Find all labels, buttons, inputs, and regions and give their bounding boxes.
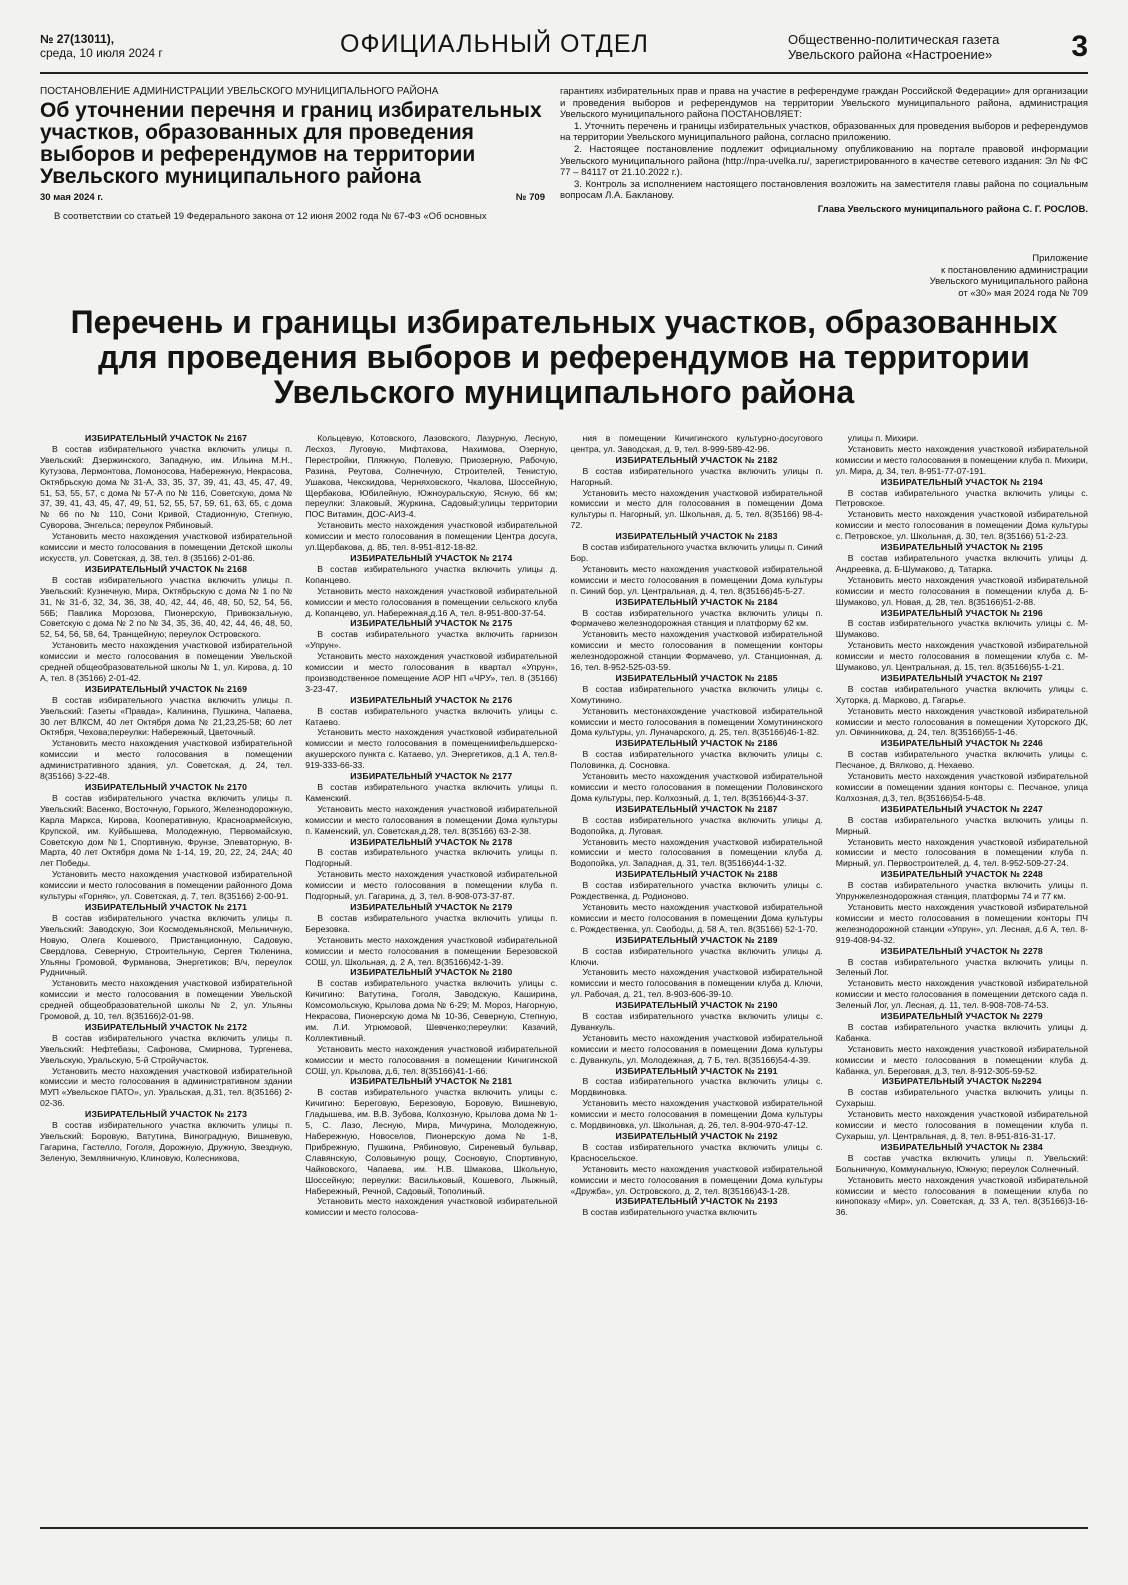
precinct-paragraph: В состав избирательного участка включить улицы с. Кичигино: Береговую, Березовую, Боровую, Вишневую, Гладышева, им. В.В. Зубова, Колхозную, Крылова дома № 1-5, С. Лазо, Лесную, Мира, Мичурина, Молодежную, Набережную, Новоселов, Пионерскую дома № 1-8, Прибрежную, Пушкина, Рябиновую, Сиреневый бульвар, Славянскую, Соловьиную рощу, Сосновую, Спортивную, Чайковского, Чапаева, им. Н.В. Шмакова, Школьную, Шоссейную; переулки: Васильковый, Кошевого, Лыжный, Набережный, Речной, Садовый, Тополиный. bbox=[305, 1087, 558, 1196]
precinct-paragraph: Установить место нахождения участковой избирательной комиссии и место голосования в помещении Детской школы искусств, ул. Советская, д. 38, тел. 8 (35166) 2-01-86. bbox=[40, 531, 293, 563]
precinct-paragraph: В состав избирательного участка включить улицы п. Увельский: Заводскую, Зои Космодемьянской, Мельничную, Новую, Олега Кошевого, Пристанционную, Садовую, Свердлова, Северную, Строительную, Сергея Тюленина, Ульяны Громовой, Фурманова, Энергетиков; В/ч, переулок Рудничный. bbox=[40, 912, 293, 978]
decree-number: № 709 bbox=[515, 192, 545, 203]
precinct-heading: ИЗБИРАТЕЛЬНЫЙ УЧАСТОК № 2176 bbox=[350, 694, 513, 705]
precinct-paragraph: Установить место нахождения участковой избирательной комиссии и место голосования в помещении конторы ПЧ железнодорожной станции «Упрун», ул. Лесная, д.6 А, тел. 8-919-408-94-32. bbox=[835, 901, 1088, 945]
precinct-heading: ИЗБИРАТЕЛЬНЫЙ УЧАСТОК № 2192 bbox=[615, 1131, 778, 1141]
decree-cont: гарантиях избирательных прав и права на участие в референдуме граждан Российской Федерации» для организации и проведения выборов и референдумов на территории Увельского муниципального района, администрация Увельского муниципального района ПОСТАНОВЛЯЕТ: bbox=[560, 86, 1088, 121]
precinct-heading: ИЗБИРАТЕЛЬНЫЙ УЧАСТОК № 2384 bbox=[880, 1141, 1043, 1152]
precinct-heading: ИЗБИРАТЕЛЬНЫЙ УЧАСТОК № 2168 bbox=[85, 563, 248, 574]
precinct-paragraph: Установить место нахождения участковой избирательной комиссии и место голосования в помещении Дома культуры п. Синий бор, ул. Центральная, д. 4, тел. 8(35166)45-5-27. bbox=[570, 563, 823, 596]
precinct-paragraph: Установить место нахождения участковой избирательной комиссии и место голосования в помещении Дома культуры с. Петровское, ул. Школьная, д. 30, тел. 8(35166) 51-2-23. bbox=[835, 509, 1088, 542]
precinct-heading: ИЗБИРАТЕЛЬНЫЙ УЧАСТОК № 2184 bbox=[615, 596, 778, 607]
precinct-paragraph: Установить место нахождения участковой избирательной комиссии и место голосования в помещении клуба д. Б-Шумаково, ул. Новая, д. 28, тел. 8(35166)51-2-88. bbox=[835, 574, 1088, 607]
precinct-paragraph: Установить место нахождения участковой избирательной комиссии и место голосования в помещении районного Дома культуры «Горняк», ул. Советская, д. 7, тел. 8(35166) 2-00-91. bbox=[40, 869, 293, 902]
precinct-paragraph: Кольцевую, Котовского, Лазовского, Лазурную, Лесную, Лесхоз, Луговую, Мифтахова, Нахимова, Озерную, Перестройки, Пляжную, Полевую, Приозерную, Рабочую, Разина, Реутова, Солнечную, Строителей, Тенистую, Ушакова, Чекскидова, Черняховского, Чкалова, Шоссейную, Щербакова, Юбилейную, Южноуральскую, Ясную, 66 км; переулки: Злаковый, Журкина, Садовый;улицы территории ПОС Витамин, ДОС-АИЗ-4. bbox=[305, 433, 558, 520]
precinct-paragraph: Установить место нахождения участковой избирательной комиссии и место голосования в помещении административного здания, ул. Советская, д. 24, тел. 8(35166) 3-22-48. bbox=[40, 738, 293, 782]
precinct-heading: ИЗБИРАТЕЛЬНЫЙ УЧАСТОК № 2179 bbox=[350, 901, 513, 912]
precinct-heading: ИЗБИРАТЕЛЬНЫЙ УЧАСТОК № 2195 bbox=[880, 542, 1043, 553]
decree-date-row bbox=[40, 192, 545, 203]
annex-note bbox=[828, 253, 1088, 299]
precinct-paragraph: В состав избирательного участка включить bbox=[582, 1207, 758, 1218]
precinct-paragraph: В состав избирательного участка включить улицы с. Катаево. bbox=[305, 705, 558, 727]
page-number: 3 bbox=[1071, 30, 1088, 63]
precinct-heading: ИЗБИРАТЕЛЬНЫЙ УЧАСТОК № 2169 bbox=[85, 683, 248, 694]
precinct-paragraph: В состав избирательного участка включить улицы д. Копанцево. bbox=[305, 563, 558, 585]
precinct-heading: ИЗБИРАТЕЛЬНЫЙ УЧАСТОК № 2247 bbox=[880, 803, 1043, 814]
precinct-heading: ИЗБИРАТЕЛЬНЫЙ УЧАСТОК № 2246 bbox=[880, 738, 1043, 749]
page-header bbox=[40, 30, 1088, 74]
precinct-heading: ИЗБИРАТЕЛЬНЫЙ УЧАСТОК № 2174 bbox=[350, 552, 513, 563]
precinct-heading: ИЗБИРАТЕЛЬНЫЙ УЧАСТОК № 2170 bbox=[85, 782, 248, 792]
issue-date: среда, 10 июля 2024 г bbox=[40, 46, 163, 60]
text-column bbox=[40, 433, 292, 1513]
precinct-heading: ИЗБИРАТЕЛЬНЫЙ УЧАСТОК № 2197 bbox=[880, 672, 1043, 683]
precinct-heading: ИЗБИРАТЕЛЬНЫЙ УЧАСТОК № 2173 bbox=[85, 1109, 248, 1120]
paper-line-1: Общественно-политическая газета bbox=[788, 32, 1000, 47]
section-title: ОФИЦИАЛЬНЫЙ ОТДЕЛ bbox=[340, 30, 649, 58]
precinct-paragraph: В состав избирательного участка включить улицы д. Ключи. bbox=[570, 945, 823, 967]
precinct-heading: ИЗБИРАТЕЛЬНЫЙ УЧАСТОК № 2190 bbox=[615, 1000, 778, 1011]
precinct-paragraph: Установить место нахождения участковой избирательной комиссии и место голосования в помещении Увельской средней общеобразовательной школы № 1, ул. Кирова, д. 10 А, тел. 8 (35166) 2-01-42. bbox=[40, 640, 293, 683]
precinct-paragraph: Установить место нахождения участковой избирательной комиссии и место голосования в помещении Половинского Дома культуры, пер. Колхозный, д. 1, тел. 8(35166)44-3-37. bbox=[570, 771, 823, 803]
precinct-paragraph: В состав избирательного участка включить улицы с. Песчаное, д. Вялково, д. Нехаево. bbox=[835, 749, 1088, 771]
paper-name bbox=[788, 32, 999, 62]
footer-rule bbox=[40, 1527, 1088, 1529]
decree-point-2: 2. Настоящее постановление подлежит официальному опубликованию на портале правовой информации Увельского муниципального района (http://npa-uvelka.ru/, зарегистрированного в качестве сетевого издания: Эл № ФС 77 – 84117 от 21.10.2022 г.). bbox=[560, 143, 1088, 179]
precinct-paragraph: Установить место нахождения участковой избирательной комиссии и место голосования в помещении Дома культуры п. Каменский, ул. Советская,д.28, тел. 8(35166) 63-2-38. bbox=[305, 803, 558, 836]
precinct-paragraph: В состав избирательного участка включить гарнизон «Упрун». bbox=[305, 629, 558, 651]
precinct-paragraph: В состав избирательного участка включить улицы с. М-Шумаково. bbox=[835, 618, 1088, 640]
precinct-paragraph: Установить место нахождения участковой избирательной комиссии и место голосования в квартал «Упрун», производственное помещение АОР НП «ЧРУ», тел. 8 (35166) 3-23-47. bbox=[305, 651, 558, 694]
precinct-paragraph: В состав избирательного участка включить улицы д. Водопойка, д. Луговая. bbox=[570, 814, 823, 836]
decree-kicker: ПОСТАНОВЛЕНИЕ АДМИНИСТРАЦИИ УВЕЛЬСКОГО МУНИЦИПАЛЬНОГО РАЙОНА bbox=[40, 86, 439, 97]
precinct-paragraph: Установить место нахождения участковой избирательной комиссии и место голосования в помещении клуба п. Михири, ул. Мира, д. 34, тел. 8-951-77-07-191. bbox=[835, 443, 1088, 476]
decree-heading bbox=[40, 86, 545, 222]
precinct-paragraph: Установить место нахождения участковой избирательной комиссии и место голосования в помещении клуба п. Мирный, ул. Первостроителей, д. 4, тел. 8-952-509-27-24. bbox=[835, 836, 1088, 869]
precinct-heading: ИЗБИРАТЕЛЬНЫЙ УЧАСТОК № 2175 bbox=[350, 618, 513, 629]
precinct-heading: ИЗБИРАТЕЛЬНЫЙ УЧАСТОК № 2172 bbox=[85, 1021, 248, 1032]
precinct-paragraph: Установить место нахождения участковой избирательной комиссии и место голосования в помещении Дома культуры с. Мордвиновка, ул. Школьная, д. 26, тел. 8-904-970-47-12. bbox=[570, 1098, 823, 1131]
precinct-paragraph: Установить место нахождения участковой избирательной комиссии и место голосования в помещении детского сада п. Зеленый Лог, ул. Лесная, д. 11, тел. 8-908-708-74-53. bbox=[835, 978, 1088, 1011]
precinct-paragraph: В состав избирательного участка включить улицы п. Каменский. bbox=[305, 782, 558, 803]
decree-point-1: 1. Уточнить перечень и границы избирательных участков, образованных для проведения выборов и референдумов на территории Увельского муниципального района, согласно приложению. bbox=[560, 120, 1088, 144]
decree-signature: Глава Увельского муниципального района С. Г. РОСЛОВ. bbox=[817, 203, 1088, 215]
text-column bbox=[836, 433, 1088, 1513]
decree-date: 30 мая 2024 г. bbox=[40, 192, 103, 203]
precinct-columns bbox=[40, 433, 1088, 1513]
precinct-heading: ИЗБИРАТЕЛЬНЫЙ УЧАСТОК № 2183 bbox=[615, 531, 778, 542]
precinct-heading: ИЗБИРАТЕЛЬНЫЙ УЧАСТОК № 2248 bbox=[880, 869, 1043, 880]
precinct-paragraph: В состав участка включить улицы п. Увельский: Больничную, Коммунальную, Южную; переулок Солнечный. bbox=[835, 1152, 1088, 1174]
precinct-paragraph: Установить место нахождения участковой избирательной комиссии и место голосования в помещении Кичигинской СОШ, ул. Крылова, д.6, тел. 8(35166)41-1-66. bbox=[305, 1043, 558, 1076]
precinct-paragraph: В состав избирательного участка включить улицы п. Формачево железнодорожная станция и платформу 62 км. bbox=[570, 607, 823, 629]
precinct-paragraph: Установить место нахождения участковой избирательной комиссии и место голосования в помещении сельского клуба д. Копанцево, ул. Набережная,д.16 А, тел. 8-951-800-37-54. bbox=[305, 585, 558, 618]
precinct-paragraph: Установить местонахождение участковой избирательной комиссии и место голосования в помещении Хомутининского Дома культуры, ул. Луначарского, д. 25, тел. 8(35166)46-1-82. bbox=[570, 705, 823, 738]
precinct-heading: ИЗБИРАТЕЛЬНЫЙ УЧАСТОК № 2193 bbox=[615, 1196, 778, 1207]
precinct-paragraph: Установить место нахождения участковой избирательной комиссии и место голосования в помещении Дома культуры «Дружба», ул. Островского, д. 2, тел. 8(35166)43-1-28. bbox=[570, 1163, 823, 1196]
precinct-paragraph: В состав избирательного участка включить улицы п. Мирный. bbox=[835, 814, 1088, 836]
precinct-paragraph: В состав избирательного участка включить улицы п. Увельский: Васенко, Восточную, Горького, Железнодорожную, Карла Маркса, Кирова, Кооперативную, Красноармейскую, Крупской, им. Куйбышева, Молодежную, Первомайскую, Советскую дом №1, Спортивную, Фрунзе, Элеваторную, 8-Марта, 40 лет Октября дома № 1-14, 19, 20, 22, 24, 24А; 40 лет Победы. bbox=[40, 792, 293, 869]
precinct-heading: ИЗБИРАТЕЛЬНЫЙ УЧАСТОК № 2185 bbox=[615, 672, 778, 683]
precinct-heading: ИЗБИРАТЕЛЬНЫЙ УЧАСТОК № 2194 bbox=[880, 476, 1043, 487]
precinct-heading: ИЗБИРАТЕЛЬНЫЙ УЧАСТОК №2294 bbox=[882, 1076, 1042, 1087]
precinct-paragraph: В состав избирательного участка включить улицы с. Петровское. bbox=[835, 487, 1088, 509]
precinct-heading: ИЗБИРАТЕЛЬНЫЙ УЧАСТОК № 2178 bbox=[350, 836, 513, 847]
precinct-heading: ИЗБИРАТЕЛЬНЫЙ УЧАСТОК № 2181 bbox=[350, 1076, 513, 1087]
annex-line-2: к постановлению администрации bbox=[941, 264, 1088, 276]
precinct-paragraph: В состав избирательного участка включить улицы п. Увельский: Газеты «Правда», Калинина, Пушкина, Чапаева, 30 лет ВЛКСМ, 40 лет Октября дома № 21,23,25-58; 60 лет Октября, Чехова;переулки: Набережный, Цветочный. bbox=[40, 694, 293, 738]
precinct-paragraph: В состав избирательного участка включить улицы с. Хуторка, д. Марково, д. Гагарье. bbox=[835, 683, 1088, 705]
precinct-paragraph: В состав избирательного участка включить улицы п. Березовка. bbox=[305, 912, 558, 934]
precinct-paragraph: В состав избирательного участка включить улицы д. Кабанка. bbox=[835, 1021, 1088, 1043]
annex-line-1: Приложение bbox=[1032, 253, 1088, 264]
annex-line-4: от «30» мая 2024 года № 709 bbox=[958, 287, 1088, 299]
precinct-paragraph: Установить место нахождения участковой избирательной комиссии и место голосования в помещении клуба п. Подгорный, ул. Гагарина, д. 3, тел. 8-908-073-37-87. bbox=[305, 869, 558, 902]
precinct-paragraph: В состав избирательного участка включить улицы п. Увельский: Нефтебазы, Сафонова, Смирнова, Тургенева, Увельскую, Уральскую, 5-й Стройучасток. bbox=[40, 1032, 293, 1065]
precinct-paragraph: Установить место нахождения участковой избирательной комиссии и место голосования в административном здании МУП «Увельское ПАТО», ул. Уральская, д.31, тел. 8(35166) 2-02-36. bbox=[40, 1065, 293, 1109]
precinct-paragraph: Установить место нахождения участковой избирательной комиссии и место голосования в помещении клуба д. Кабанка, ул. Береговая, д.3, тел. 8-912-305-59-52. bbox=[835, 1043, 1088, 1076]
precinct-paragraph: В состав избирательного участка включить улицы с. Кичигино: Ватутина, Гоголя, Заводскую, Каширина, Комсомольскую, Крылова дома № 6-29; М. Мороз, Нагорную, Некрасова, Пионерскую дома № 10-36, Северную, Степную, им. Л.И. Угрюмовой, Шевченко;переулки: Казачий, Коллективный. bbox=[305, 978, 558, 1043]
precinct-paragraph: Установить место нахождения участковой избирательной комиссии и место голосования в помещении клуба д. Ключи, ул. Рабочая, д. 21, тел. 8-903-606-39-10. bbox=[570, 967, 823, 1000]
precinct-paragraph: Установить место нахождения участковой избирательной комиссии и место для голосования в помещении Дома культуры п. Нагорный, ул. Школьная, д. 5, тел. 8(35166) 98-4-72. bbox=[570, 487, 823, 531]
precinct-paragraph: В состав избирательного участка включить улицы с. Мордвиновка. bbox=[570, 1076, 823, 1098]
decree-point-3: 3. Контроль за исполнением настоящего постановления возложить на заместителя главы района по социальным вопросам Л.А. Бакланову. bbox=[560, 178, 1088, 202]
precinct-paragraph: Установить место нахождения участковой избирательной комиссии и место голосования в помещении клуба п. Сухарыш, ул. Центральная, д. 8, тел. 8-951-816-31-17. bbox=[835, 1109, 1088, 1141]
precinct-heading: ИЗБИРАТЕЛЬНЫЙ УЧАСТОК № 2167 bbox=[85, 433, 248, 443]
precinct-paragraph: В состав избирательного участка включить улицы п. Зеленый Лог. bbox=[835, 956, 1088, 978]
precinct-paragraph: Установить место нахождения участковой избирательной комиссии и место голосования в помещении Увельской средней общеобразовательной школы № 2, ул. Ульяны Громовой, д. 10, тел. 8(35166)2-01-98. bbox=[40, 978, 293, 1022]
precinct-heading: ИЗБИРАТЕЛЬНЫЙ УЧАСТОК № 2177 bbox=[350, 771, 513, 782]
paper-line-2: Увельского района «Настроение» bbox=[788, 47, 993, 62]
precinct-paragraph: Установить место нахождения участковой избирательной комиссии и место голосования в помещении конторы железнодорожной станции Формачево, ул. Станционная, д. 16, тел. 8-952-525-03-59. bbox=[570, 629, 823, 673]
precinct-paragraph: Установить место нахождения участковой избирательной комиссии и место голосования в помещении Хуторского ДК, ул. Овчинникова, д. 24, тел. 8(35166)55-1-46. bbox=[835, 705, 1088, 738]
precinct-paragraph: В состав избирательного участка включить улицы с. Половинка, д. Сосновка. bbox=[570, 749, 823, 771]
precinct-paragraph: В состав избирательного участка включить улицы п. Увельский: Кузнечную, Мира, Октябрьскую с дома № 1 по № 31, № 31-б, 32, 34, 36, 38, 40, 42, 44, 46, 48, 50, 52, 54, 56, 56Б; Павлика Морозова, Пионерскую, Привокзальную, Советскую с дома № 2 по № 34, 35, 36, 40, 42, 44, 46, 48, 50, 52, 54, 56, 58, 64, Транщейную; переулок Островского. bbox=[40, 574, 293, 640]
precinct-paragraph: В состав избирательного участка включить улицы п. Увельский: Дзержинского, Западную, им. Ильина М.Н., Кутузова, Лермонтова, Ломоносова, Набережную, Некрасова, Октябрьскую дома № 31-А, 33, 35, 37, 39, 41, 43, 45, 47, 49, 51, 53, 55, 57, с дома № 57-А по № 116, Советскую, дома № 37, 39, 41, 43, 45, 47, 49, 51, 52, 55, 57, 59, 61, 63, 65, с дома № 66 по № 110, Сони Кривой, Стадионную, Степную, Суворова, Энгельса; переулок Рябиновый. bbox=[40, 443, 293, 531]
decree-intro: В соответствии со статьей 19 Федерального закона от 12 июня 2002 года № 67-ФЗ «Об основных bbox=[54, 211, 487, 222]
precinct-heading: ИЗБИРАТЕЛЬНЫЙ УЧАСТОК № 2186 bbox=[615, 738, 778, 749]
precinct-paragraph: В состав избирательного участка включить улицы с. Красносельское. bbox=[570, 1141, 823, 1163]
precinct-paragraph: В состав избирательного участка включить улицы п. Увельский: Боровую, Ватутина, Виноградную, Вишневую, Гагарина, Гастелло, Гоголя, Дорожную, Дружную, Звездную, Зеленую, Земляничную, Клиновую, Колесникова, bbox=[40, 1120, 293, 1163]
text-column bbox=[571, 433, 823, 1513]
precinct-paragraph: Установить место нахождения участковой избирательной комиссии и место голосования в помещении клуба с. М-Шумаково, ул. Центральная, д. 15, тел. 8(35166)55-1-21. bbox=[835, 640, 1088, 673]
precinct-paragraph: В состав избирательного участка включить улицы п. Сухарыш. bbox=[835, 1087, 1088, 1109]
precinct-heading: ИЗБИРАТЕЛЬНЫЙ УЧАСТОК № 2279 bbox=[880, 1011, 1043, 1022]
precinct-heading: ИЗБИРАТЕЛЬНЫЙ УЧАСТОК № 2187 bbox=[615, 803, 778, 814]
precinct-paragraph: Установить место нахождения участковой избирательной комиссии и место голосования в помещении клуба д. Водопойка, ул. Западная, д. 31, тел. 8(35166)44-1-32. bbox=[570, 836, 823, 869]
precinct-heading: ИЗБИРАТЕЛЬНЫЙ УЧАСТОК № 2171 bbox=[85, 901, 248, 912]
precinct-paragraph: Установить место нахождения участковой избирательной комиссии и место голосования в помещении Дома культуры с. Рождественка, ул. Свободы, д. 58 А, тел. 8(35166) 52-1-70. bbox=[570, 901, 823, 934]
precinct-paragraph: улицы п. Михири. bbox=[847, 433, 919, 443]
issue-info bbox=[40, 32, 163, 60]
precinct-heading: ИЗБИРАТЕЛЬНЫЙ УЧАСТОК № 2189 bbox=[615, 934, 778, 945]
precinct-paragraph: Установить место нахождения участковой избирательной комиссии и место голосова- bbox=[305, 1196, 558, 1218]
precinct-paragraph: Установить место нахождения участковой избирательной комиссии и место голосования в помещении Березовской СОШ, ул. Школьная, д. 2 А, тел. 8(35166)42-1-39. bbox=[305, 934, 558, 967]
precinct-paragraph: В состав избирательного участка включить улицы п. Нагорный. bbox=[570, 465, 823, 487]
decree-body bbox=[560, 86, 1088, 216]
precinct-paragraph: Установить место нахождения участковой избирательной комиссии в помещении здания конторы с. Песчаное, улица Колхозная, д.3, тел. 8(35166)54-5-48. bbox=[835, 771, 1088, 803]
precinct-paragraph: В состав избирательного участка включить улицы п. Подгорный. bbox=[305, 847, 558, 869]
annex-line-3: Увельского муниципального района bbox=[929, 276, 1088, 287]
precinct-paragraph: В состав избирательного участка включить улицы с. Хомутинино. bbox=[570, 683, 823, 705]
precinct-paragraph: В состав избирательного участка включить улицы п. Синий Бор. bbox=[570, 542, 823, 563]
precinct-paragraph: В состав избирательного участка включить улицы с. Дуванкуль. bbox=[570, 1011, 823, 1032]
decree-title: Об уточнении перечня и границ избирательных участков, образованных для проведения выборов и референдумов на территории Увельского муниципального района bbox=[40, 99, 542, 188]
precinct-heading: ИЗБИРАТЕЛЬНЫЙ УЧАСТОК № 2278 bbox=[880, 945, 1043, 956]
precinct-heading: ИЗБИРАТЕЛЬНЫЙ УЧАСТОК № 2180 bbox=[350, 967, 513, 978]
precinct-paragraph: В состав избирательного участка включить улицы п. Упрунжелезнодорожная станция, платформы 74 и 77 км. bbox=[835, 880, 1088, 902]
precinct-heading: ИЗБИРАТЕЛЬНЫЙ УЧАСТОК № 2188 bbox=[615, 869, 778, 880]
issue-number: № 27(13011), bbox=[40, 32, 115, 46]
precinct-paragraph: Установить место нахождения участковой избирательной комиссии и место голосования в помещении клуба по кинопоказу «Мир», ул. Советская, д. 33 А, тел. 8(35166)3-16-36. bbox=[835, 1174, 1088, 1218]
precinct-paragraph: Установить место нахождения участковой избирательной комиссии и место голосования в помещениифельдшерско-акушерского пункта с. Катаево, ул. Энергетиков, д.1 А, тел.8-919-333-66-33. bbox=[305, 727, 558, 771]
precinct-heading: ИЗБИРАТЕЛЬНЫЙ УЧАСТОК № 2196 bbox=[880, 607, 1043, 618]
precinct-paragraph: В состав избирательного участка включить улицы с. Рождественка, д. Родионово. bbox=[570, 880, 823, 902]
text-column bbox=[305, 433, 557, 1513]
main-title: Перечень и границы избирательных участков, образованных для проведения выборов и референдумов на территории Увельского муниципального района bbox=[70, 304, 1058, 410]
precinct-paragraph: Установить место нахождения участковой избирательной комиссии и место голосования в помещении Центра досуга, ул.Щербакова, д. 8Б, тел. 8-951-812-18-82. bbox=[305, 520, 558, 553]
precinct-paragraph: Установить место нахождения участковой избирательной комиссии и место голосования в помещении Дома культуры с. Дуванкуль, ул. Молодежная, д. 7 Б, тел. 8(35166)54-4-39. bbox=[570, 1032, 823, 1065]
precinct-heading: ИЗБИРАТЕЛЬНЫЙ УЧАСТОК № 2182 bbox=[615, 454, 778, 465]
precinct-paragraph: В состав избирательного участка включить улицы д. Андреевка, д. Б-Шумаково, д. Татарка. bbox=[835, 552, 1088, 574]
precinct-paragraph: ния в помещении Кичигинского культурно-досугового центра, ул. Заводская, д. 9, тел. 8-999-589-42-96. bbox=[570, 433, 823, 454]
precinct-heading: ИЗБИРАТЕЛЬНЫЙ УЧАСТОК № 2191 bbox=[615, 1065, 778, 1076]
